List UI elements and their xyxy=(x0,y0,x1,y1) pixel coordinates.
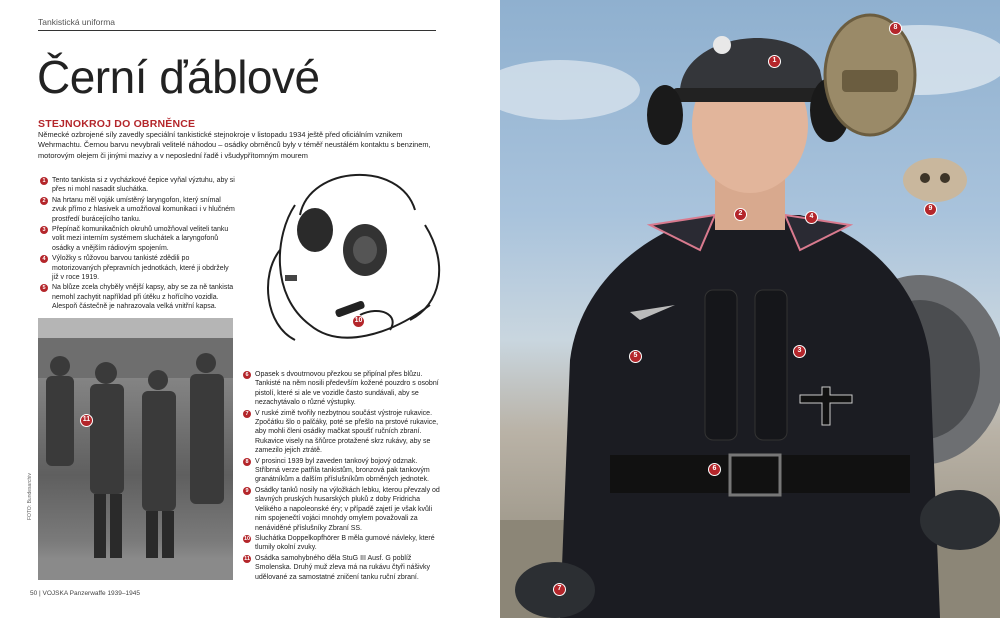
note-text: V prosinci 1939 byl zaveden tankový bojový odznak. Stříbrná verze patřila tankistům, bronzová pak tankovým granátníkům a dalším příslušníkům obrněných jednotek. xyxy=(255,457,430,484)
notes-right-column xyxy=(243,370,443,583)
note-item xyxy=(40,225,236,253)
marker-group-photo: 11 xyxy=(80,414,93,427)
sub-heading: STEJNOKROJ DO OBRNĚNCE xyxy=(38,118,196,130)
right-page-photo xyxy=(500,0,1000,618)
note-item xyxy=(243,534,443,553)
note-text: Osádky tanků nosily na výložkách lebku, kterou převzaly od slavných pruských husarských pluků z doby Fridricha Velikého a napoleonské éry; v případě zajetí je však kvůli nim spojenečtí vojáci mnohdy omylem považovali za nenáviděné příslušníky Zbraní SS. xyxy=(255,486,440,532)
note-item xyxy=(40,196,236,224)
note-item xyxy=(40,283,236,311)
note-text: Osádka samohybného děla StuG III Ausf. G poblíž Smolenska. Druhý muž zleva má na rukávu čtyři nášivky udělované za samostatné zničení tanku ruční zbraní. xyxy=(255,554,431,581)
marker-8: 8 xyxy=(889,22,902,35)
intro-paragraph: Německé ozbrojené síly zavedly speciální tankistické stejnokroje v listopadu 1934 ještě před oficiálním vznikem Wehrmachtu. Černou barvu nevybrali velitelé náhodou – osádky obrněnců byly v téměř neustálém kontaktu s benzinem, motorovým olejem či jinými mazivy a v neposlední řadě i všudypřítomným mourem xyxy=(38,130,431,160)
note-text: Výložky s růžovou barvou tankisté zdědili po motorizovaných přepravních jednotkách, které ji obdržely již v roce 1919. xyxy=(52,255,229,282)
notes-left-column xyxy=(40,176,236,313)
note-text: Opasek s dvoutrnovou přezkou se připínal přes blůzu. Tankisté na něm nosili především kožené pouzdro s osobní pistolí, které si ale ve vozidle často sundávali, aby se nezachytávalo o různé výstupky. xyxy=(255,371,439,407)
note-number: 3 xyxy=(40,226,48,234)
marker-2: 2 xyxy=(734,208,747,221)
note-item xyxy=(243,486,443,533)
note-number: 8 xyxy=(243,458,251,466)
note-text: Tento tankista si z vycházkové čepice vyňal výztuhu, aby si přes ni mohl nasadit sluchátka. xyxy=(52,177,235,194)
note-number: 2 xyxy=(40,197,48,205)
note-item xyxy=(40,176,236,195)
marker-5: 5 xyxy=(629,350,642,363)
note-number: 11 xyxy=(244,555,250,562)
marker-7: 7 xyxy=(553,583,566,596)
marker-6: 6 xyxy=(708,463,721,476)
note-text: Přepínač komunikačních okruhů umožňoval veliteli tanku volit mezi interním systémem sluchátek a laryngofonů osádky a vnějším rádiovým spojením. xyxy=(52,226,229,252)
section-label: Tankistická uniforma xyxy=(38,17,116,27)
note-text: Sluchátka Doppelkopfhörer B měla gumové návleky, které tlumily okolní zvuky. xyxy=(255,534,435,552)
tank-commander-illustration xyxy=(500,0,1000,618)
header-rule xyxy=(38,30,436,31)
note-item xyxy=(243,409,443,456)
note-item xyxy=(40,254,236,282)
marker-9: 9 xyxy=(924,203,937,216)
note-number: 6 xyxy=(243,371,251,379)
soldiers-illustration xyxy=(38,318,233,580)
note-text: V ruské zimě tvořily nezbytnou součást výstroje rukavice. Zpočátku šlo o palčáky, poté se přešlo na prstové rukavice, aby mohli členi osádky mačkat spoušť ručních zbraní. Rukavice visely na šňůrce protažené skrz rukávy, aby se zamezilo jejich ztrátě. xyxy=(255,409,439,455)
marker-3: 3 xyxy=(793,345,806,358)
note-number: 5 xyxy=(40,284,48,292)
note-number: 7 xyxy=(243,410,251,418)
note-number: 1 xyxy=(40,177,48,185)
note-number: 10 xyxy=(243,535,251,542)
photo-credit: FOTO: Bundesarchiv xyxy=(27,473,33,520)
note-item xyxy=(243,457,443,485)
note-text: Na hrtanu měl voják umístěný laryngofon, který snímal zvuk přímo z hlasivek a umožňoval komunikaci i v hlučném prostředí burácejícího tanku. xyxy=(52,196,235,223)
page-title: Černí ďáblové xyxy=(37,51,320,103)
note-number: 4 xyxy=(40,255,48,263)
marker-1: 1 xyxy=(768,55,781,68)
group-photo xyxy=(38,318,233,580)
note-number: 9 xyxy=(243,487,251,495)
marker-headphones: 10 xyxy=(352,315,365,328)
note-text: Na blůze zcela chyběly vnější kapsy, aby se za ně tankista nemohl zachytit například při útěku z hořícího vozidla. Alespoň částečně je nahrazovala velká vnitřní kapsa. xyxy=(52,284,234,311)
note-item xyxy=(243,554,443,582)
headphones-photo xyxy=(240,155,455,355)
marker-4: 4 xyxy=(805,211,818,224)
page-footer: 50 | VOJSKA Panzerwaffe 1939–1945 xyxy=(30,590,140,597)
note-item xyxy=(243,370,443,408)
